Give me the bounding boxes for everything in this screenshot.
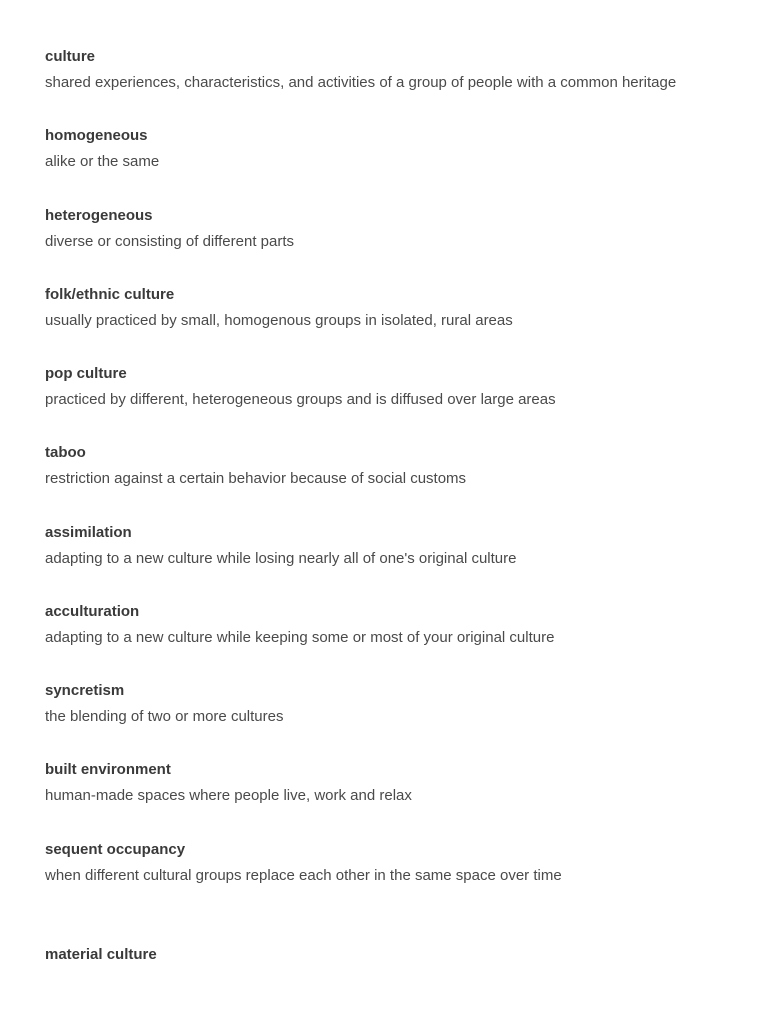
term-item: [45, 364, 745, 410]
term-item: [45, 206, 745, 252]
term-item: [45, 285, 745, 331]
term-title: pop culture: [45, 365, 127, 382]
term-item: [45, 840, 745, 886]
term-title: built environment: [45, 761, 171, 778]
term-definition: practiced by different, heterogeneous groups and is diffused over large areas: [45, 391, 556, 408]
term-item: [45, 443, 745, 489]
term-title: folk/ethnic culture: [45, 286, 175, 303]
term-item: [45, 681, 745, 727]
term-item: [45, 523, 745, 569]
term-definition: when different cultural groups replace each other in the same space over time: [45, 867, 562, 884]
term-definition: usually practiced by small, homogenous groups in isolated, rural areas: [45, 312, 513, 329]
term-title: culture: [45, 48, 96, 65]
term-item: [45, 47, 745, 93]
term-definition: restriction against a certain behavior because of social customs: [45, 470, 467, 487]
term-title: assimilation: [45, 524, 132, 541]
term-title: heterogeneous: [45, 207, 153, 224]
term-item: [45, 945, 745, 965]
term-title: taboo: [45, 444, 86, 461]
term-title: acculturation: [45, 603, 140, 620]
term-title: material culture: [45, 946, 157, 963]
term-title: homogeneous: [45, 127, 148, 144]
term-item: [45, 126, 745, 172]
term-definition: diverse or consisting of different parts: [45, 233, 295, 250]
term-title: syncretism: [45, 682, 125, 699]
term-definition: adapting to a new culture while losing nearly all of one's original culture: [45, 550, 517, 567]
term-item: [45, 602, 745, 648]
term-definition: alike or the same: [45, 153, 160, 170]
term-definition: human-made spaces where people live, work and relax: [45, 787, 412, 804]
term-definition: the blending of two or more cultures: [45, 708, 284, 725]
term-title: sequent occupancy: [45, 841, 186, 858]
term-definition: shared experiences, characteristics, and activities of a group of people with a common heritage: [45, 74, 677, 91]
term-definition: adapting to a new culture while keeping some or most of your original culture: [45, 629, 555, 646]
term-item: [45, 760, 745, 806]
